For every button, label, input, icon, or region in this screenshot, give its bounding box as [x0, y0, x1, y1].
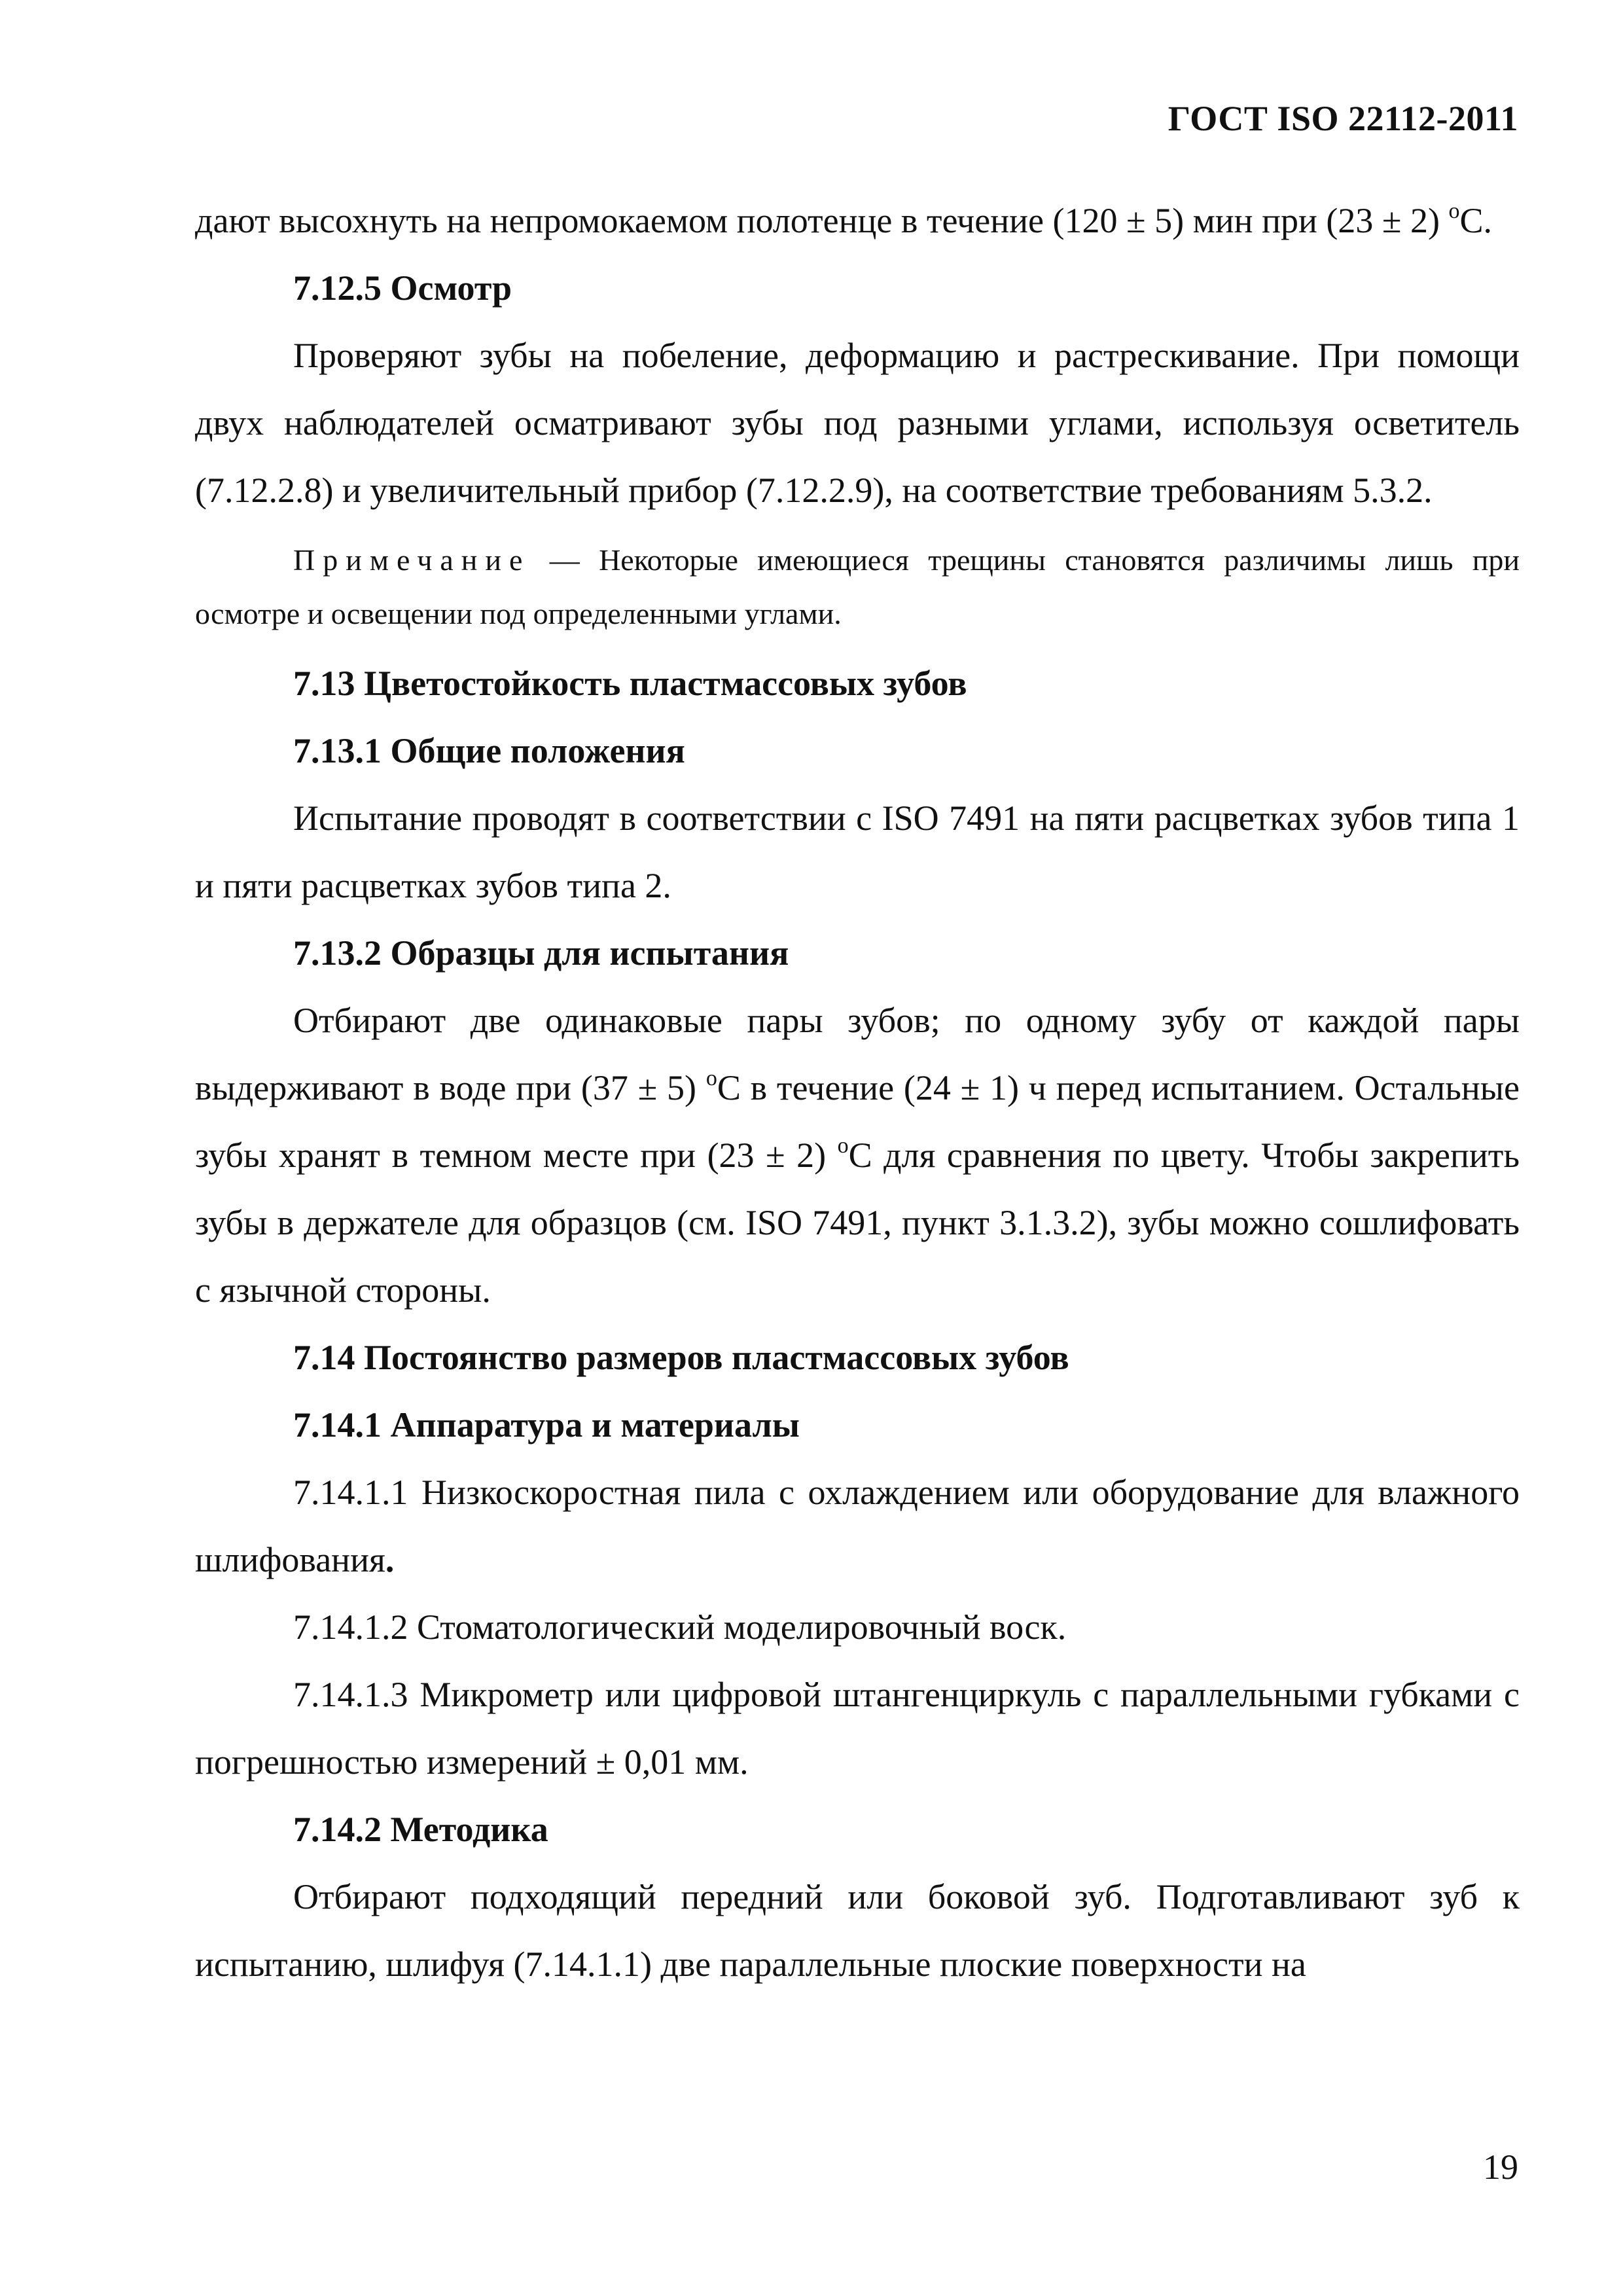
section-heading-7-13-1: 7.13.1 Общие положения	[293, 731, 685, 770]
paragraph-general: Испытание проводят в соответствии с ISO 7491 на пяти расцветках зубов типа 1 и пяти расцветках зубов типа 2.	[195, 798, 1520, 905]
paragraph-text: Отбирают две одинаковые пары зубов; по одному зубу от каждой пары выдерживают в воде при (37 ± 5)	[195, 1001, 1520, 1107]
note-text: — Некоторые имеющиеся трещины становятся различимы лишь при осмотре и освещении под определенными углами.	[195, 543, 1520, 630]
paragraph-text: С в течение (24 ± 1) ч перед испытанием. Остальные зубы хранят в темном месте при (23 ± 2)	[195, 1068, 1520, 1175]
section-heading-7-12-5: 7.12.5 Осмотр	[293, 268, 512, 308]
section-heading-7-14-1: 7.14.1 Аппаратура и материалы	[293, 1405, 800, 1444]
degree-superscript: o	[1448, 199, 1460, 223]
paragraph-item-7-14-1-1	[195, 1459, 1520, 1594]
page-number: 19	[1483, 2147, 1518, 2187]
section-heading-7-14: 7.14 Постоянство размеров пластмассовых зубов	[293, 1338, 1069, 1377]
degree-superscript: o	[705, 1066, 717, 1090]
paragraph-samples	[195, 987, 1520, 1324]
paragraph-item-7-14-1-3: 7.14.1.3 Микрометр или цифровой штангенциркуль с параллельными губками с погрешностью измерений ± 0,01 мм.	[195, 1675, 1520, 1782]
paragraph-text: С.	[1459, 201, 1493, 240]
page-content	[195, 187, 1520, 1998]
note-label: Примечание	[293, 543, 531, 577]
paragraph-text: дают высохнуть на непромокаемом полотенце в течение (120 ± 5) мин при (23 ± 2)	[195, 201, 1449, 240]
standard-code-header: ГОСТ ISO 22112-2011	[1168, 99, 1518, 138]
bold-period: .	[385, 1540, 395, 1579]
section-heading-7-13: 7.13 Цветостойкость пластмассовых зубов	[293, 664, 967, 703]
paragraph-text: С для сравнения по цвету. Чтобы закрепить зубы в держателе для образцов (см. ISO 7491, пункт 3.1.3.2), зубы можно сошлифовать с язычной стороны.	[195, 1136, 1520, 1310]
paragraph-continuation	[195, 187, 1520, 255]
paragraph-inspection: Проверяют зубы на побеление, деформацию и растрескивание. При помощи двух наблюдателей осматривают зубы под разными углами, используя осветитель (7.12.2.8) и увеличительный прибор (7.12.2.9), на соответствие требованиям 5.3.2.	[195, 336, 1520, 510]
section-heading-7-13-2: 7.13.2 Образцы для испытания	[293, 933, 789, 973]
paragraph-method: Отбирают подходящий передний или боковой зуб. Подготавливают зуб к испытанию, шлифуя (7.14.1.1) две параллельные плоские поверхности на	[195, 1877, 1520, 1984]
paragraph-text: 7.14.1.1 Низкоскоростная пила с охлаждением или оборудование для влажного шлифования	[195, 1473, 1520, 1579]
note-block	[195, 533, 1520, 641]
section-heading-7-14-2: 7.14.2 Методика	[293, 1810, 548, 1849]
degree-superscript: o	[837, 1134, 849, 1158]
paragraph-item-7-14-1-2: 7.14.1.2 Стоматологический моделировочный воск.	[293, 1607, 1067, 1647]
